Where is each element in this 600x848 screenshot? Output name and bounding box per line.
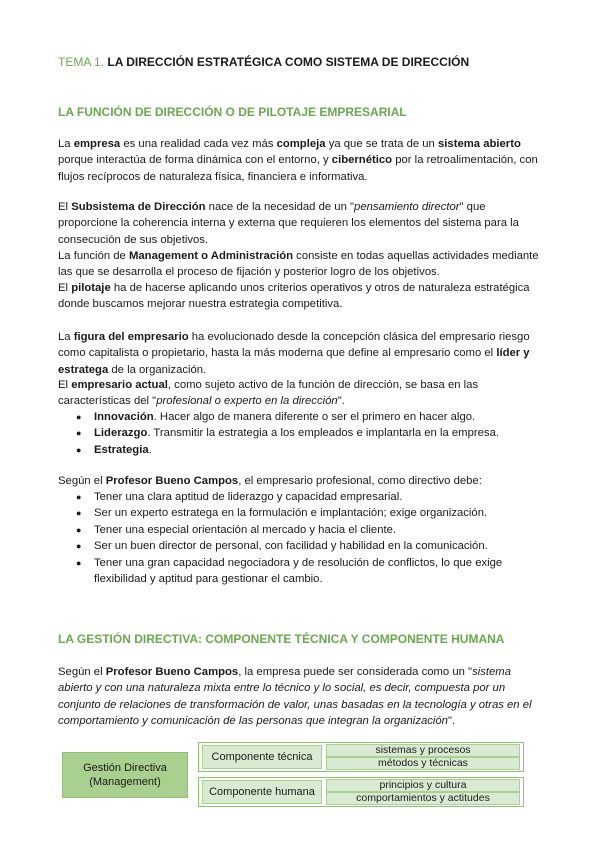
gestion-directiva-diagram [58, 742, 528, 810]
list-item: ● Estrategia. [58, 442, 548, 458]
paragraph-subsistema: El Subsistema de Dirección nace de la necesidad de un "pensamiento director" que proporcione la coherencia interna y externa que requieren los elementos del sistema para la consecución de sus objetivos. [58, 201, 519, 246]
diagram-group-tecnica [198, 742, 524, 772]
section-heading-gestion: LA GESTIÓN DIRECTIVA: COMPONENTE TÉCNICA Y COMPONENTE HUMANA [58, 632, 505, 646]
list-item: ● Tener una gran capacidad negociadora y de resolución de conflictos, lo que exige flexibilidad y aptitud para gestionar el cambio. [58, 555, 548, 588]
diagram-item: sistemas y procesos [326, 744, 520, 757]
paragraph-bueno-campos: Según el Profesor Bueno Campos, el empresario profesional, como directivo debe: [58, 475, 482, 487]
document-title: TEMA 1. LA DIRECCIÓN ESTRATÉGICA COMO SISTEMA DE DIRECCIÓN [58, 55, 470, 69]
topic-title: LA DIRECCIÓN ESTRATÉGICA COMO SISTEMA DE DIRECCIÓN [107, 55, 470, 69]
paragraph-pilotaje: El pilotaje ha de hacerse aplicando unos criterios operativos y otros de naturaleza estratégica donde buscamos mejorar nuestra estrategia competitiva. [58, 282, 530, 311]
diagram-group-humana [198, 777, 524, 807]
diagram-item: comportamientos y actitudes [326, 792, 520, 805]
paragraph-empresario-actual: El empresario actual, como sujeto activo de la función de dirección, se basa en las características del "profesional o experto en la dirección". [58, 379, 479, 408]
list-item: ● Tener una clara aptitud de liderazgo y capacidad empresarial. [58, 489, 548, 505]
list-item: ● Ser un buen director de personal, con facilidad y habilidad en la comunicación. [58, 538, 548, 554]
diagram-item: principios y cultura [326, 779, 520, 792]
list-item: ● Liderazgo. Transmitir la estrategia a los empleados e implantarla en la empresa. [58, 425, 548, 441]
list-item: ● Tener una especial orientación al mercado y hacia el cliente. [58, 522, 548, 538]
diagram-item: métodos y técnicas [326, 757, 520, 770]
directivo-list [58, 489, 548, 587]
topic-number: TEMA 1 [58, 55, 101, 69]
paragraph-sistema-abierto: Según el Profesor Bueno Campos, la empresa puede ser considerada como un "sistema abierto y con una naturaleza mixta entre lo técnico y lo social, es decir, compuesta por un conjunto de relaciones de transformación de valor, unas basadas en la tecnología y otras en el comportamiento y comunicación de las personas que integran la organización". [58, 666, 532, 728]
diagram-root-box: Gestión Directiva (Management) [62, 752, 188, 798]
diagram-category-humana: Componente humana [202, 780, 322, 804]
characteristics-list [58, 409, 548, 458]
paragraph-management: La función de Management o Administración consiste en todas aquellas actividades mediante las que se desarrolla el proceso de fijación y posterior logro de los objetivos. [58, 250, 539, 279]
list-item: ● Innovación. Hacer algo de manera diferente o ser el primero en hacer algo. [58, 409, 548, 425]
paragraph-figura-empresario: La figura del empresario ha evolucionado desde la concepción clásica del empresario riesgo como capitalista o propietario, hasta la más moderna que define al empresario como el líder y estratega de la organización. [58, 331, 530, 376]
list-item: ● Ser un experto estratega en la formulación e implantación; exige organización. [58, 505, 548, 521]
section-heading-direccion: LA FUNCIÓN DE DIRECCIÓN O DE PILOTAJE EMPRESARIAL [58, 105, 407, 119]
diagram-category-tecnica: Componente técnica [202, 745, 322, 769]
paragraph-empresa: La empresa es una realidad cada vez más compleja ya que se trata de un sistema abierto porque interactúa de forma dinámica con el entorno, y cibernético por la retroalimentación, con flujos recíprocos de naturaleza física, financiera e informativa. [58, 138, 538, 183]
